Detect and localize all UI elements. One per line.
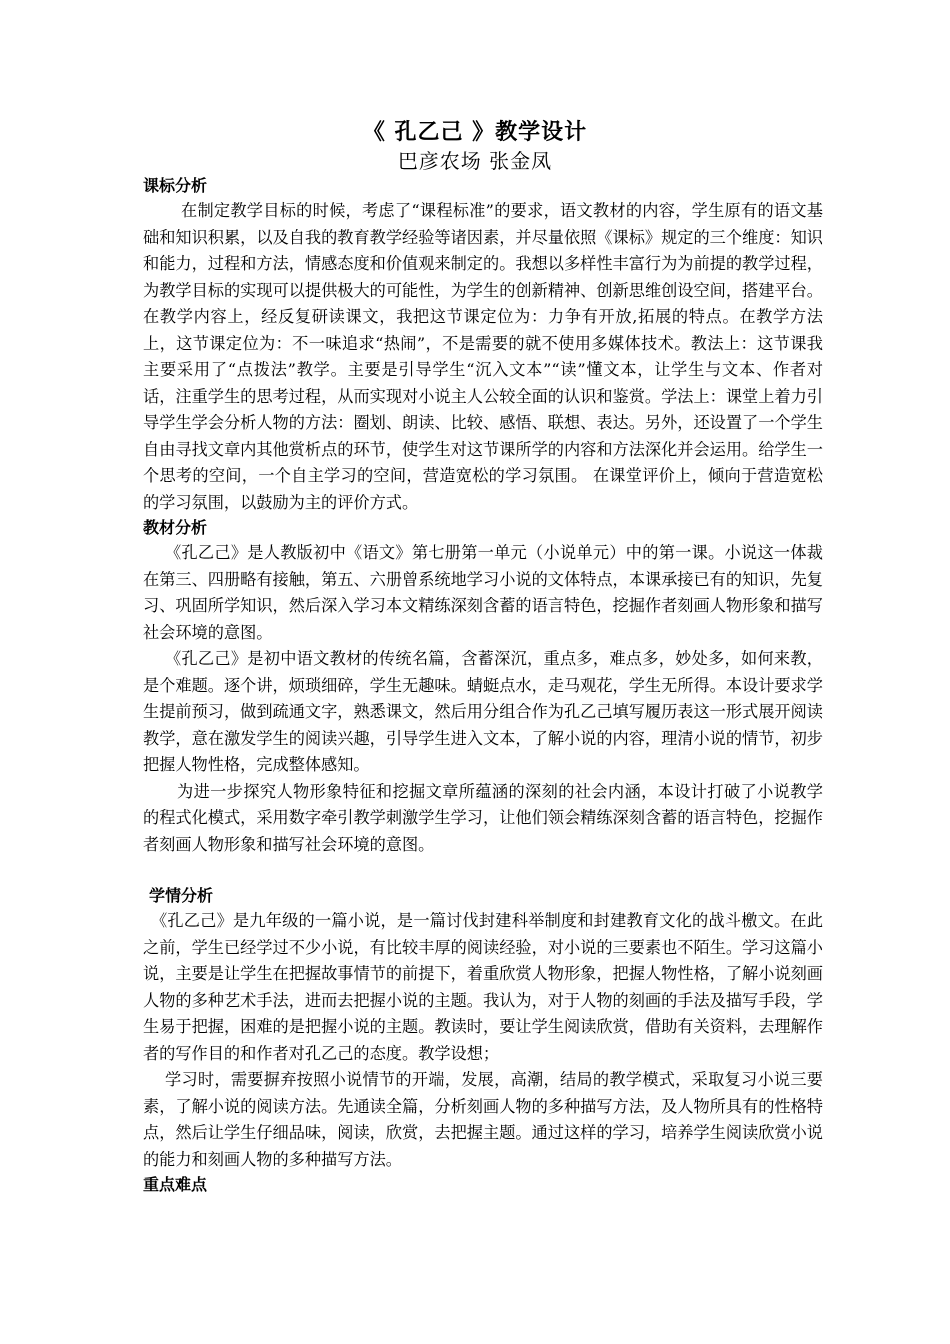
document-body	[143, 174, 823, 1197]
xueqing-paragraph-1: 《孔乙己》是九年级的一篇小说，是一篇讨伐封建科举制度和封建教育文化的战斗檄文。在此之前，学生已经学过不少小说，有比较丰厚的阅读经验，对小说的三要素也不陌生。学习这篇小说，主要是让学生在把握故事情节的前提下，着重欣赏人物形象，把握人物性格，了解小说刻画人物的多种艺术手法，进而去把握小说的主题。我认为，对于人物的刻画的手法及描写手段，学生易于把握，困难的是把握小说的主题。教读时，要让学生阅读欣赏，借助有关资料，去理解作者的写作目的和作者对孔乙己的态度。教学设想；	[143, 911, 823, 1063]
jiaocai-paragraph-2: 《孔乙己》是初中语文教材的传统名篇，含蓄深沉，重点多，难点多，妙处多，如何来教，是个难题。逐个讲，烦琐细碎，学生无趣味。蜻蜓点水，走马观花，学生无所得。本设计要求学生提前预习，做到疏通文字，熟悉课文，然后用分组合作为孔乙己填写履历表这一形式展开阅读教学，意在激发学生的阅读兴趣，引导学生进入文本，了解小说的内容，理清小说的情节，初步把握人物性格，完成整体感知。	[143, 649, 823, 774]
section-heading-xueqing: 学情分析	[149, 886, 214, 905]
xueqing-paragraph-2: 学习时，需要摒弃按照小说情节的开端，发展，高潮，结局的教学模式，采取复习小说三要素，了解小说的阅读方法。先通读全篇，分析刻画人物的多种描写方法，及人物所具有的性格特点，然后让学生仔细品味，阅读，欣赏，去把握主题。通过这样的学习，培养学生阅读欣赏小说的能力和刻画人物的多种描写方法。	[143, 1070, 823, 1169]
section-heading-kebiao: 课标分析	[143, 176, 208, 195]
kebiao-paragraph-1: 在制定教学目标的时候，考虑了“课程标准”的要求，语文教材的内容，学生原有的语文基础和知识积累，以及自我的教育教学经验等诸因素，并尽量依照《课标》规定的三个维度：知识和能力，过程和方法，情感态度和价值观来制定的。我想以多样性丰富行为为前提的教学过程，为教学目标的实现可以提供极大的可能性，为学生的创新精神、创新思维创设空间，搭建平台。在教学内容上，经反复研读课文，我把这节课定位为：力争有开放,拓展的特点。在教学方法上，这节课定位为：不一味追求“热闹”，不是需要的就不使用多媒体技术。教法上：这节课我主要采用了“点拨法”教学。主要是引导学生“沉入文本”“读”懂文本，让学生与文本、作者对话，注重学生的思考过程，从而实现对小说主人公较全面的认识和鉴赏。学法上：课堂上着力引导学生学会分析人物的方法：圈划、朗读、比较、感悟、联想、表达。另外，还设置了一个学生自由寻找文章内其他赏析点的环节，使学生对这节课所学的内容和方法深化并会运用。给学生一个思考的空间，一个自主学习的空间，营造宽松的学习氛围。 在课堂评价上，倾向于营造宽松的学习氛围，以鼓励为主的评价方式。	[143, 201, 823, 512]
document-author: 巴彦农场 张金凤	[397, 149, 553, 173]
jiaocai-paragraph-3: 为进一步探究人物形象特征和挖掘文章所蕴涵的深刻的社会内涵，本设计打破了小说教学的程式化模式，采用数字牵引教学刺激学生学习，让他们领会精练深刻含蓄的语言特色，挖掘作者刻画人物形象和描写社会环境的意图。	[143, 781, 823, 854]
title-block	[0, 118, 950, 174]
document-title: 《 孔乙己 》教学设计	[362, 120, 588, 145]
section-heading-jiaocai: 教材分析	[143, 518, 208, 537]
section-heading-zhongdian: 重点难点	[143, 1175, 208, 1194]
jiaocai-paragraph-1: 《孔乙己》是人教版初中《语文》第七册第一单元（小说单元）中的第一课。小说这一体裁在第三、四册略有接触，第五、六册曾系统地学习小说的文体特点，本课承接已有的知识，先复习、巩固所学知识，然后深入学习本文精练深刻含蓄的语言特色，挖掘作者刻画人物形象和描写社会环境的意图。	[143, 543, 823, 642]
blank-line	[143, 858, 823, 884]
